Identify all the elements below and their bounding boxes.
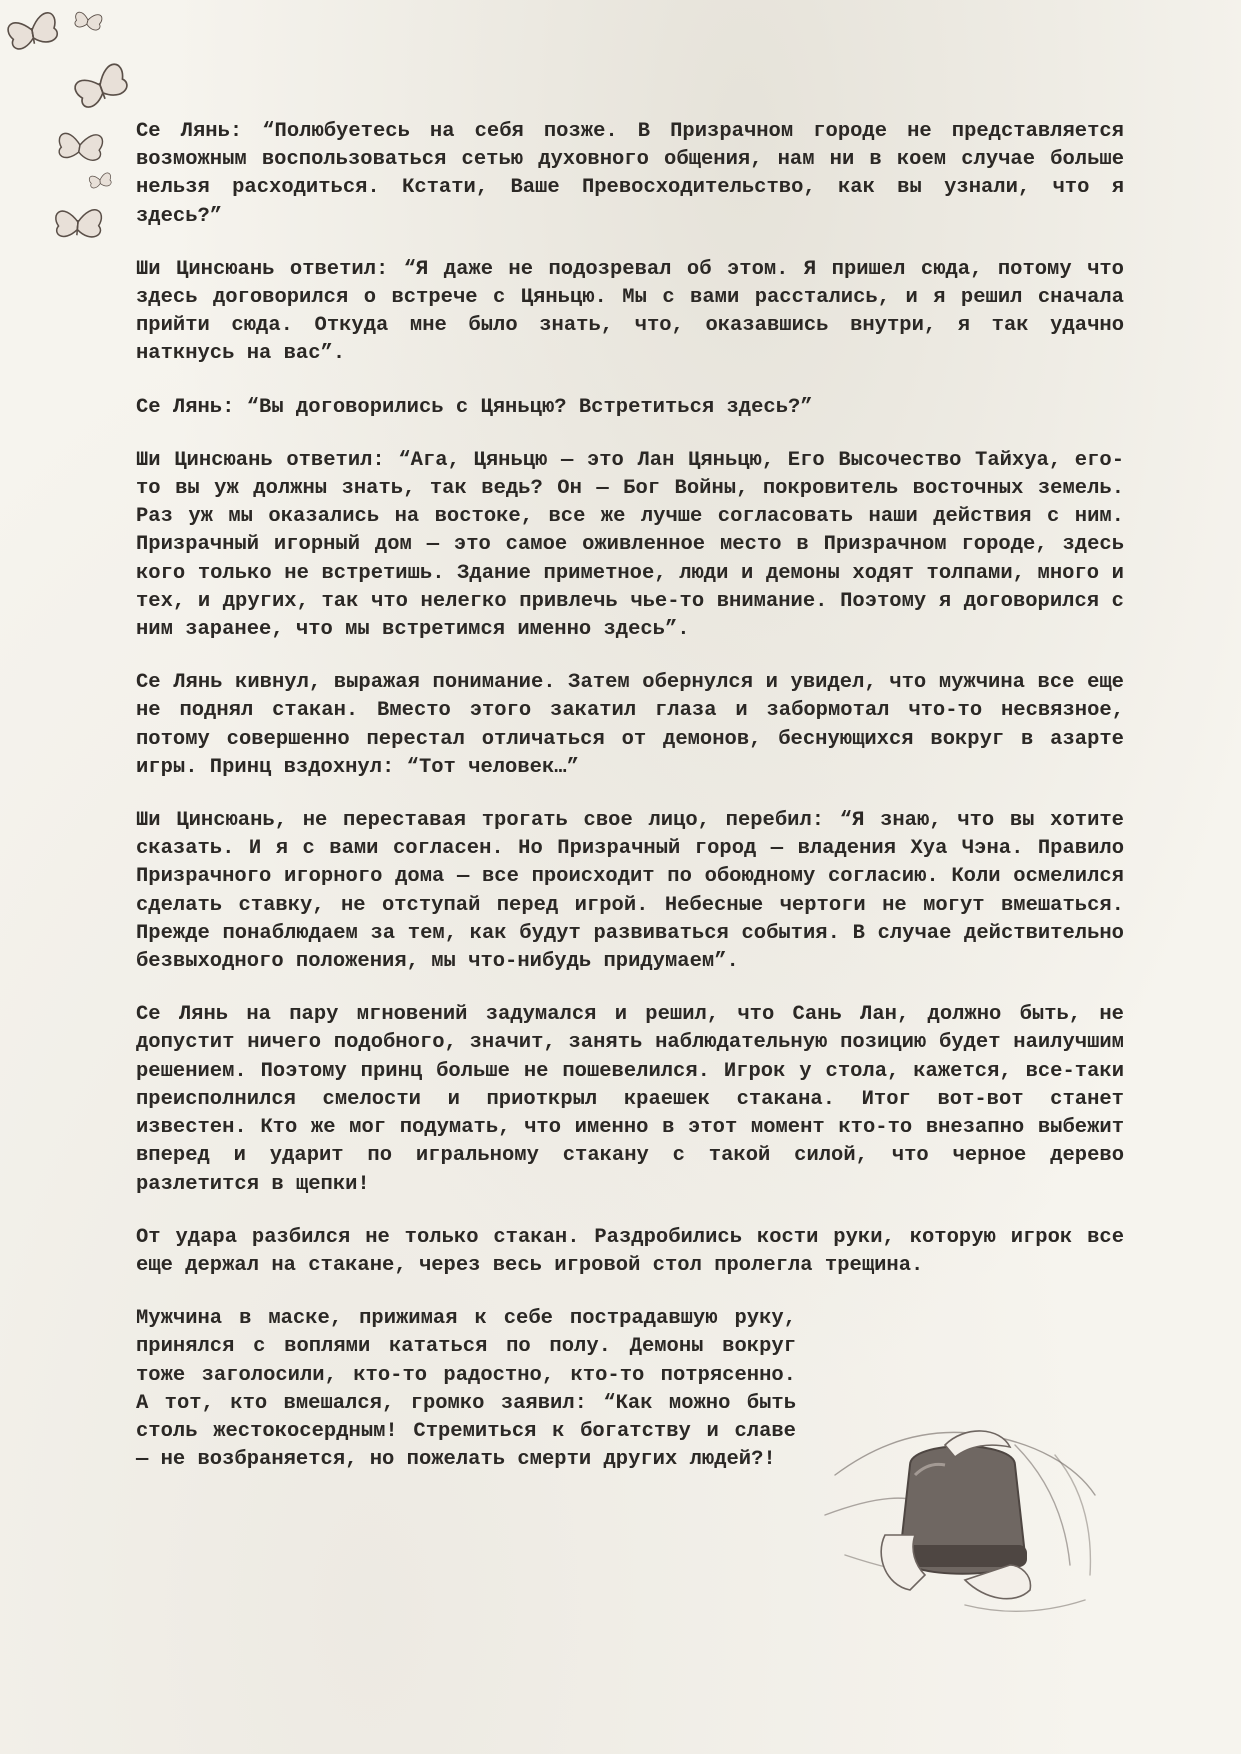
paragraph-8: От удара разбился не только стакан. Раздробились кости руки, которую игрок все еще держал на стакане, через весь игровой стол пролегла трещина.: [136, 1225, 1124, 1277]
paragraph-6: Ши Цинсюань, не переставая трогать свое лицо, перебил: “Я знаю, что вы хотите сказать. И я с вами согласен. Но Призрачный город — владения Хуа Чэна. Правило Призрачного игорного дома — все происходит по обоюдному согласию. Коли осмелился сделать ставку, не отступай перед игрой. Небесные чертоги не могут вмешаться. Прежде понаблюдаем за тем, как будут развиваться события. В случае действительно безвыходного положения, мы что-нибудь придумаем”.: [136, 809, 1124, 974]
paragraph-2: Ши Цинсюань ответил: “Я даже не подозревал об этом. Я пришел сюда, потому что здесь договорился о встрече с Цяньцю. Мы с вами расстались, и я решил сначала прийти сюда. Откуда мне было знать, что, оказавшись внутри, я так удачно наткнусь на вас”.: [136, 257, 1124, 366]
paragraph-7: Се Лянь на пару мгновений задумался и решил, что Сань Лан, должно быть, не допустит ничего подобного, значит, занять наблюдательную позицию будет наилучшим решением. Поэтому принц больше не пошевелился. Игрок у стола, кажется, все-таки преисполнился смелости и приоткрыл краешек стакана. Итог вот-вот станет известен. Кто же мог подумать, что именно в этот момент кто-то внезапно выбежит вперед и ударит по игральному стакану с такой силой, что черное дерево разлетится в щепки!: [136, 1003, 1124, 1196]
body-text: [136, 118, 1124, 1499]
paragraph-3: Се Лянь: “Вы договорились с Цяньцю? Встретиться здесь?”: [136, 395, 813, 419]
paragraph-9: Мужчина в маске, прижимая к себе пострадавшую руку, принялся с воплями кататься по полу. Демоны вокруг тоже заголосили, кто-то радостно, кто-то потрясенно. А тот, кто вмешался, громко заявил: “Как можно быть столь жестокосердным! Стремиться к богатству и славе — не возбраняется, но пожелать смерти других людей?!: [136, 1307, 796, 1472]
paragraph-5: Се Лянь кивнул, выражая понимание. Затем обернулся и увидел, что мужчина все еще не поднял стакан. Вместо этого закатил глаза и забормотал что-то несвязное, потому совершенно перестал отличаться от демонов, беснующихся вокруг в азарте игры. Принц вздохнул: “Тот человек…”: [136, 671, 1124, 779]
paragraph-4: Ши Цинсюань ответил: “Ага, Цяньцю — это Лан Цяньцю, Его Высочество Тайхуа, его-то вы уж должны знать, так ведь? Он — Бог Войны, покровитель восточных земель. Раз уж мы оказались на востоке, все же лучше согласовать наши действия с ним. Призрачный игорный дом — это самое оживленное место в Призрачном городе, здесь кого только не встретишь. Здание приметное, люди и демоны ходят толпами, много и тех, и других, так что нелегко привлечь чье-то внимание. Поэтому я договорился с ним заранее, что мы встретимся именно здесь”.: [136, 448, 1124, 642]
dice-cup-hands-illustration: [815, 1405, 1105, 1635]
paragraph-1: Се Лянь: “Полюбуетесь на себя позже. В Призрачном городе не представляется возможным воспользоваться сетью духовного общения, нам ни в коем случае больше нельзя расходиться. Кстати, Ваше Превосходительство, как вы узнали, что я здесь?”: [136, 120, 1124, 228]
